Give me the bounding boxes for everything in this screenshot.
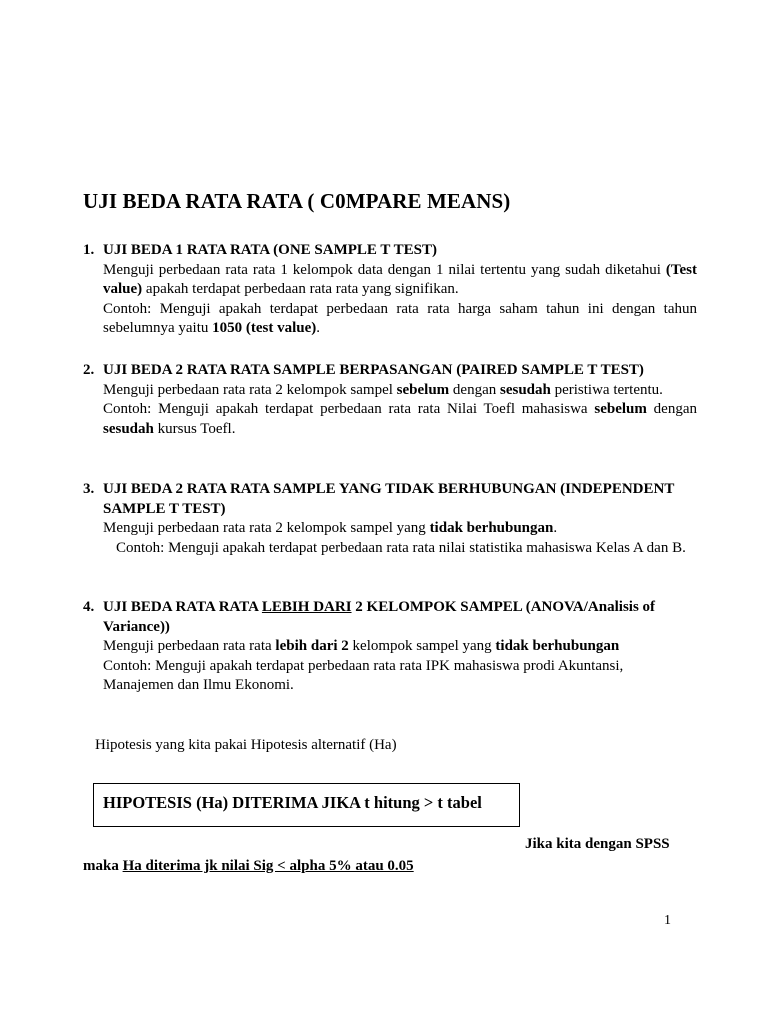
text-run: maka bbox=[83, 858, 123, 874]
section-example bbox=[103, 539, 697, 559]
section-anova bbox=[83, 598, 697, 696]
section-example bbox=[103, 400, 697, 439]
bold-run: sebelum bbox=[594, 401, 647, 417]
text-run: . bbox=[316, 320, 321, 336]
section-one-sample-t-test bbox=[83, 241, 697, 339]
text-run: Contoh: Menguji apakah terdapat perbedaan rata rata Nilai Toefl mahasiswa bbox=[103, 401, 595, 417]
text-run: Menguji perbedaan rata rata 2 kelompok sampel bbox=[103, 381, 397, 398]
bold-run: sesudah bbox=[499, 381, 551, 398]
section-heading bbox=[83, 241, 697, 261]
underlined-run: LEBIH DARI bbox=[261, 599, 352, 615]
text-run: Menguji perbedaan rata rata bbox=[103, 638, 276, 654]
section-body bbox=[103, 261, 697, 339]
section-number: 3. bbox=[83, 481, 95, 497]
section-body bbox=[103, 381, 697, 440]
text-run: dengan bbox=[449, 381, 500, 398]
page-number: 1 bbox=[664, 913, 671, 928]
hypothesis-statement: Hipotesis yang kita pakai Hipotesis alternatif (Ha) bbox=[95, 737, 397, 753]
text-run: Contoh: Menguji apakah terdapat perbedaan rata rata IPK mahasiswa prodi Akuntansi, Manajemen dan Ilmu Ekonomi. bbox=[103, 657, 624, 693]
section-number: 1. bbox=[83, 242, 95, 258]
text-run: apakah terdapat perbedaan rata rata yang signifikan. bbox=[142, 281, 459, 297]
section-number: 2. bbox=[83, 362, 95, 378]
text-run: Contoh: Menguji apakah terdapat perbedaan rata rata nilai statistika mahasiswa Kelas A dan B. bbox=[116, 539, 686, 556]
section-heading bbox=[83, 598, 697, 637]
bold-run: 1050 (test value) bbox=[212, 320, 317, 336]
text-run: kelompok sampel yang bbox=[348, 638, 496, 654]
text-run: Contoh: Menguji apakah terdapat perbedaan rata rata harga saham tahun ini dengan tahun sebelumnya yaitu bbox=[103, 300, 697, 336]
section-title: UJI BEDA 1 RATA RATA (ONE SAMPLE T TEST) bbox=[103, 242, 437, 258]
spss-note: Jika kita dengan SPSS bbox=[525, 836, 670, 852]
page-title: UJI BEDA RATA RATA ( C0MPARE MEANS) bbox=[83, 189, 511, 213]
section-description bbox=[103, 637, 697, 657]
section-number: 4. bbox=[83, 599, 95, 615]
section-description bbox=[103, 519, 697, 539]
section-body bbox=[103, 637, 697, 696]
section-description bbox=[103, 381, 697, 401]
section-title bbox=[103, 598, 697, 637]
section-heading bbox=[83, 361, 697, 381]
text-run: peristiwa tertentu. bbox=[550, 381, 663, 398]
section-description bbox=[103, 261, 697, 300]
text-run: 2 KELOMPOK SAMPEL (ANOVA/Analisis of Variance)) bbox=[103, 599, 656, 635]
section-example bbox=[103, 657, 633, 696]
section-paired-sample-t-test bbox=[83, 361, 697, 439]
bold-run: tidak berhubungan bbox=[495, 638, 620, 654]
text-run: UJI BEDA RATA RATA bbox=[103, 599, 262, 615]
text-run: Menguji perbedaan rata rata 2 kelompok sampel yang bbox=[103, 520, 430, 536]
text-run: kursus Toefl. bbox=[153, 420, 236, 437]
text-run: dengan bbox=[646, 401, 697, 417]
hypothesis-box: HIPOTESIS (Ha) DITERIMA JIKA t hitung > t tabel bbox=[93, 783, 520, 827]
section-title: UJI BEDA 2 RATA RATA SAMPLE BERPASANGAN (PAIRED SAMPLE T TEST) bbox=[103, 362, 644, 378]
underlined-run: Ha diterima jk nilai Sig < alpha 5% atau 0.05 bbox=[122, 858, 414, 874]
text-run: Menguji perbedaan rata rata 1 kelompok data dengan 1 nilai tertentu yang sudah diketahui bbox=[103, 261, 666, 278]
text-run: . bbox=[553, 520, 558, 536]
section-title: UJI BEDA 2 RATA RATA SAMPLE YANG TIDAK BERHUBUNGAN (INDEPENDENT SAMPLE T TEST) bbox=[103, 481, 675, 517]
bold-run: tidak berhubungan bbox=[429, 520, 554, 536]
section-independent-sample-t-test bbox=[83, 480, 697, 558]
conclusion-line bbox=[83, 858, 414, 875]
section-example bbox=[103, 300, 697, 339]
section-body bbox=[103, 519, 697, 558]
bold-run: (Test value) bbox=[103, 261, 697, 297]
bold-run: sesudah bbox=[103, 420, 154, 437]
bold-run: lebih dari 2 bbox=[275, 638, 349, 654]
bold-run: sebelum bbox=[396, 381, 450, 398]
section-heading bbox=[83, 480, 697, 519]
